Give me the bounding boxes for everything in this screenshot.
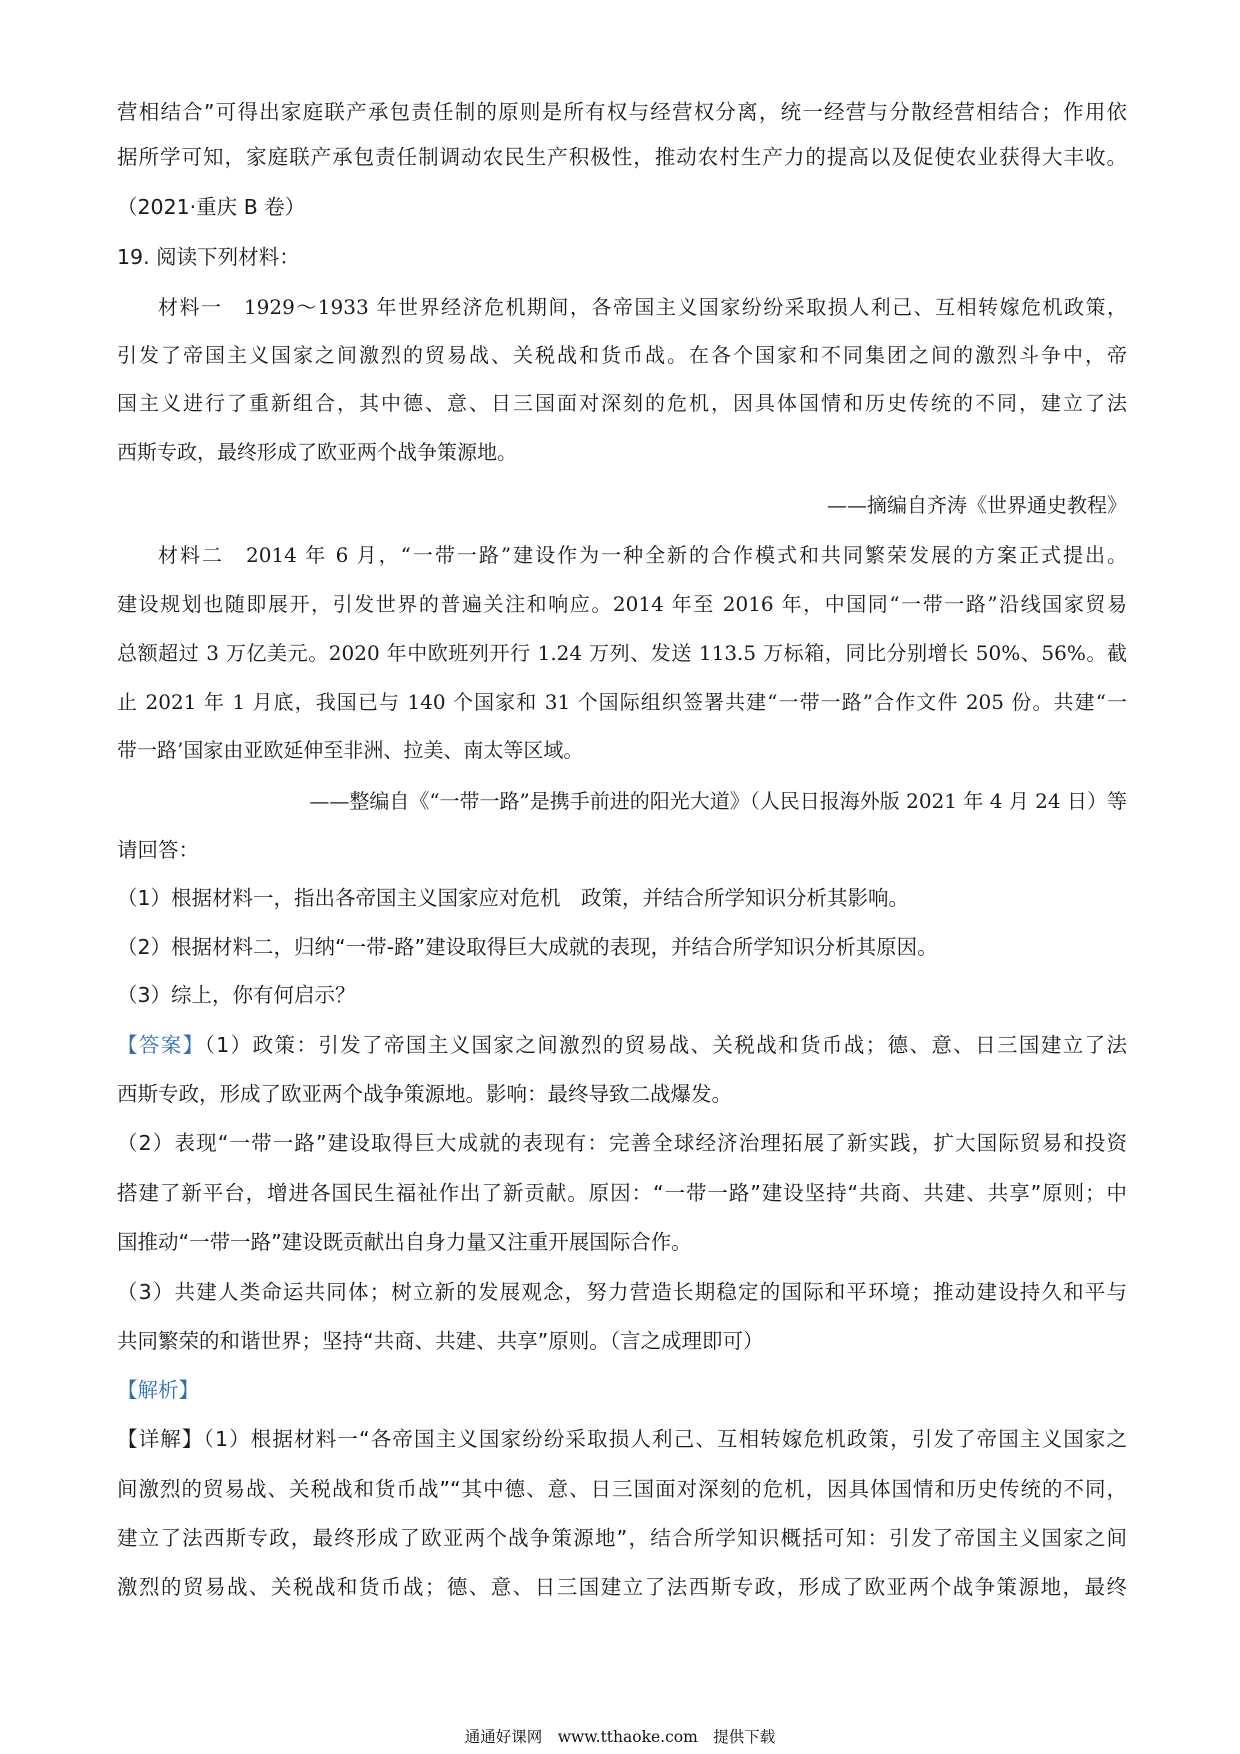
detail-line: 【详解】（1）根据材料一“各帝国主义国家纷纷采取损人利己、互相转嫁危机政策，引发了帝国主义国家之 [117, 1427, 1127, 1451]
detail-line: 激烈的贸易战、关税战和货币战；德、意、日三国建立了法西斯专政，形成了欧亚两个战争策源地，最终 [117, 1575, 1127, 1599]
source-tag: （2021·重庆 B 卷） [117, 195, 306, 219]
question-number: 19. 阅读下列材料： [117, 245, 300, 269]
material-line: 西斯专政，最终形成了欧亚两个战争策源地。 [117, 440, 517, 464]
material-line: 带一路’国家由亚欧延伸至非洲、拉美、南太等区域。 [117, 738, 584, 762]
answer-text: （1）政策：引发了帝国主义国家之间激烈的贸易战、关税战和货币战；德、意、日三国建立了法 [204, 1033, 1127, 1057]
answer-line: 搭建了新平台，增进各国民生福祉作出了新贡献。原因：“一带一路”建设坚持“共商、共建、共享”原则；中 [117, 1181, 1127, 1205]
material-line: 国主义进行了重新组合，其中德、意、日三国面对深刻的危机，因具体国情和历史传统的不同，建立了法 [117, 391, 1127, 415]
page-footer: 通通好课网 www.tthaoke.com 提供下载 [464, 1728, 776, 1746]
answer-line: 共同繁荣的和谐世界；坚持“共商、共建、共享”原则。（言之成理即可） [117, 1329, 764, 1353]
detail-line: 间激烈的贸易战、关税战和货币战”“其中德、意、日三国面对深刻的危机，因具体国情和历史传统的不同， [117, 1477, 1127, 1501]
sub-question: （2）根据材料二，归纳“一带-路”建设取得巨大成就的表现，并结合所学知识分析其原因。 [117, 935, 938, 959]
citation: ——整编自《“一带一路”是携手前进的阳光大道》（人民日报海外版 2021 年 4 月 24 日）等 [309, 789, 1127, 813]
material-line: 材料一 1929～1933 年世界经济危机期间，各帝国主义国家纷纷采取损人利己、互相转嫁危机政策， [158, 295, 1127, 319]
answer-line: （3）共建人类命运共同体；树立新的发展观念，努力营造长期稳定的国际和平环境；推动建设持久和平与 [117, 1280, 1127, 1304]
answer-tag: 【答案】 [117, 1033, 205, 1057]
answer-line: 西斯专政，形成了欧亚两个战争策源地。影响：最终导致二战爆发。 [117, 1082, 732, 1106]
question-prompt: 请回答： [117, 838, 199, 862]
detail-line: 建立了法西斯专政，最终形成了欧亚两个战争策源地”，结合所学知识概括可知：引发了帝国主义国家之间 [117, 1526, 1127, 1550]
sub-question: （3）综上，你有何启示？ [117, 983, 356, 1007]
text-line: 营相结合”可得出家庭联产承包责任制的原则是所有权与经营权分离，统一经营与分散经营相结合；作用依 [117, 100, 1127, 124]
material-line: 建设规划也随即展开，引发世界的普遍关注和响应。2014 年至 2016 年，中国同“一带一路”沿线国家贸易 [117, 592, 1127, 616]
answer-line [117, 1030, 1127, 1060]
sub-question: （1）根据材料一，指出各帝国主义国家应对危机 政策，并结合所学知识分析其影响。 [117, 886, 910, 910]
text-line: 据所学可知，家庭联产承包责任制调动农民生产积极性，推动农村生产力的提高以及促使农业获得大丰收。 [117, 145, 1127, 169]
material-line: 总额超过 3 万亿美元。2020 年中欧班列开行 1.24 万列、发送 113.5 万标箱，同比分别增长 50%、56%。截 [117, 641, 1127, 665]
citation: ——摘编自齐涛《世界通史教程》 [827, 493, 1127, 517]
material-line: 材料二 2014 年 6 月，“一带一路”建设作为一种全新的合作模式和共同繁荣发展的方案正式提出。 [158, 543, 1127, 567]
answer-line: （2）表现“一带一路”建设取得巨大成就的表现有：完善全球经济治理拓展了新实践，扩大国际贸易和投资 [117, 1131, 1127, 1155]
answer-line: 国推动“一带一路”建设既贡献出自身力量又注重开展国际合作。 [117, 1230, 692, 1254]
analysis-tag: 【解析】 [117, 1378, 199, 1402]
material-line: 引发了帝国主义国家之间激烈的贸易战、关税战和货币战。在各个国家和不同集团之间的激烈斗争中，帝 [117, 343, 1127, 367]
material-line: 止 2021 年 1 月底，我国已与 140 个国家和 31 个国际组织签署共建“一带一路”合作文件 205 份。共建“一 [117, 690, 1127, 714]
